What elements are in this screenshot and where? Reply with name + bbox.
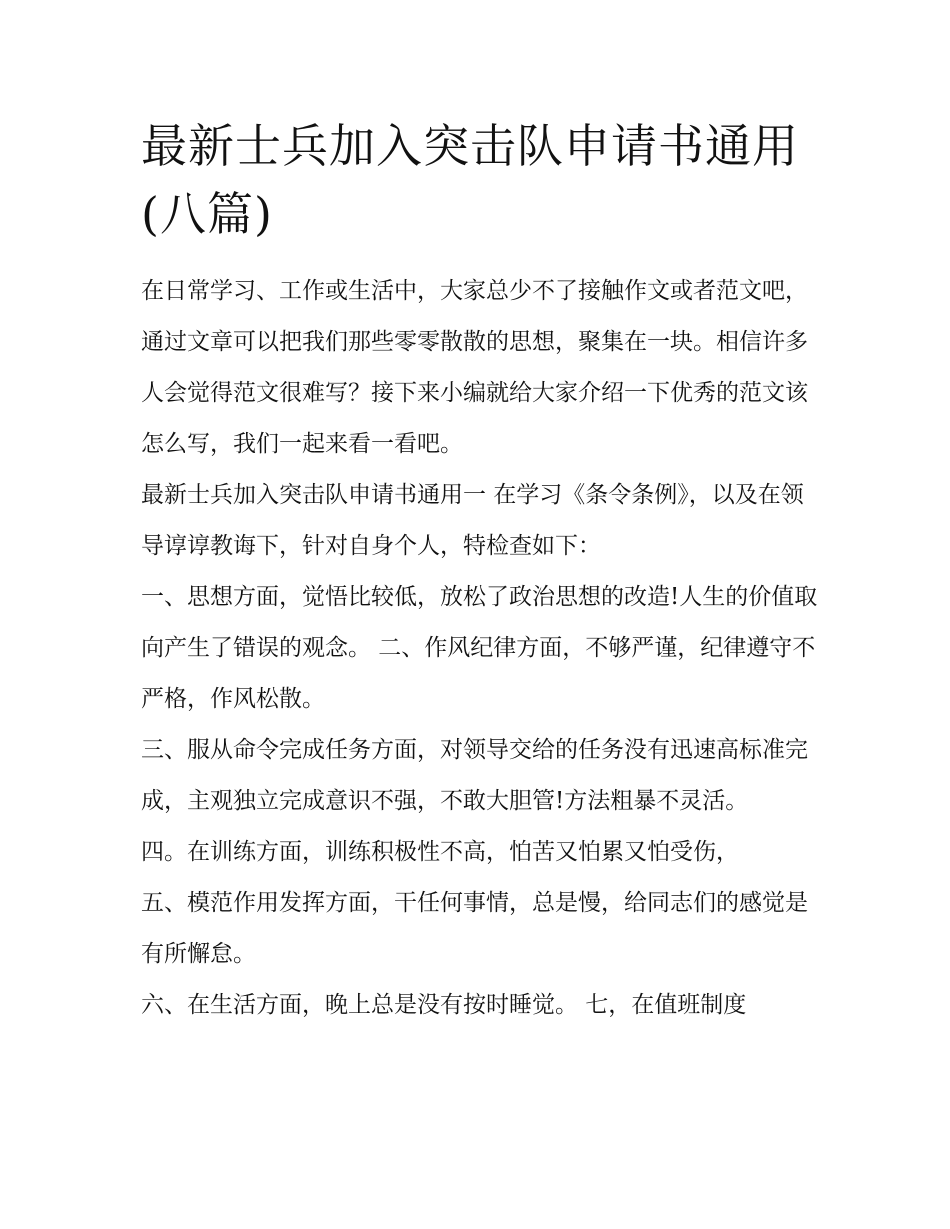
paragraph-item-1-2: 一、思想方面，觉悟比较低，放松了政治思想的改造!人生的价值取向产生了错误的观念。 二、作风纪律方面，不够严谨，纪律遵守不严格，作风松散。 xyxy=(141,584,818,712)
paragraph-item-3: 三、服从命令完成任务方面，对领导交给的任务没有迅速高标准完成，主观独立完成意识不强，不敢大胆管!方法粗暴不灵活。 xyxy=(141,737,808,814)
paragraph-intro: 在日常学习、工作或生活中，大家总少不了接触作文或者范文吧，通过文章可以把我们那些零零散散的思想，聚集在一块。相信许多人会觉得范文很难写？接下来小编就给大家介绍一下优秀的范文该怎么写，我们一起来看一看吧。 xyxy=(141,278,808,457)
paragraph-item-5: 五、模范作用发挥方面，干任何事情，总是慢，给同志们的感觉是有所懈怠。 xyxy=(141,890,808,967)
document-title: 最新士兵加入突击队申请书通用(八篇) xyxy=(141,119,799,241)
paragraph-item-6-7: 六、在生活方面，晚上总是没有按时睡觉。 七，在值班制度 xyxy=(141,992,747,1018)
paragraph-item-4: 四。在训练方面，训练积极性不高，怕苦又怕累又怕受伤， xyxy=(141,839,739,865)
paragraph-opening: 最新士兵加入突击队申请书通用一 在学习《条令条例》，以及在领导谆谆教诲下，针对自身个人，特检查如下： xyxy=(141,482,804,559)
document-body xyxy=(141,112,821,1031)
